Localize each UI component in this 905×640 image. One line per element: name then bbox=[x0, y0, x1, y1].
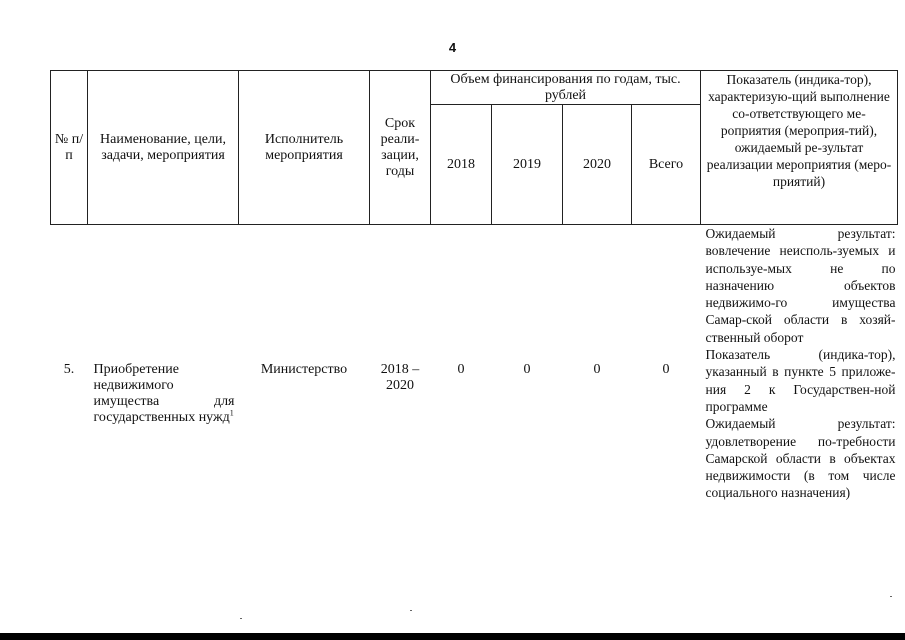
row-value-2019: 0 bbox=[523, 362, 531, 377]
header-total: Всего bbox=[632, 105, 701, 225]
scan-speck bbox=[890, 596, 892, 597]
row-name-text: Приобретение недвижимого имущества для государственных нужд bbox=[93, 362, 235, 425]
scan-speck bbox=[240, 618, 242, 619]
header-indicator: Показатель (индика-тор), характеризую-щий выполнение со-ответствующего ме-роприятия (мероприя-тий), ожидаемый ре-зультат реализации мероприятия (меро-приятий) bbox=[701, 71, 898, 225]
row-num: 5. bbox=[63, 362, 75, 377]
header-name: Наименование, цели, задачи, мероприятия bbox=[88, 71, 239, 225]
table-row bbox=[51, 225, 898, 502]
scan-speck bbox=[410, 610, 412, 611]
indicator-paragraph: Ожидаемый результат: удовлетворение по-требности Самарской области в объектах недвижимости (в том числе социального назначения) bbox=[705, 416, 896, 501]
header-year-2020: 2020 bbox=[563, 105, 632, 225]
program-table bbox=[50, 70, 898, 502]
header-funding: Объем финансирования по годам, тыс. рублей bbox=[431, 71, 701, 105]
page-number: 4 bbox=[448, 40, 457, 55]
row-term: 2018 – 2020 bbox=[380, 362, 420, 393]
header-executor: Исполнитель мероприятия bbox=[239, 71, 370, 225]
footnote-mark: 1 bbox=[229, 408, 234, 418]
row-value-2020: 0 bbox=[593, 362, 601, 377]
header-num: № п/п bbox=[51, 71, 88, 225]
row-name bbox=[88, 225, 239, 502]
header-year-2018: 2018 bbox=[431, 105, 492, 225]
indicator-paragraph: Показатель (индика-тор), указанный в пункте 5 приложе-ния 2 к Государствен-ной программе bbox=[705, 347, 896, 414]
row-value-total: 0 bbox=[662, 362, 670, 377]
row-executor: Министерство bbox=[260, 362, 348, 377]
row-value-2018: 0 bbox=[457, 362, 465, 377]
header-year-2019: 2019 bbox=[492, 105, 563, 225]
scan-bottom-edge bbox=[0, 633, 905, 640]
row-indicator bbox=[701, 225, 898, 502]
indicator-paragraph: Ожидаемый результат: вовлечение неисполь-зуемых и используе-мых не по назначению объектов недвижимо-го имущества Самар-ской области в хозяй-ственный оборот bbox=[705, 226, 896, 345]
header-term: Срок реали-зации, годы bbox=[370, 71, 431, 225]
